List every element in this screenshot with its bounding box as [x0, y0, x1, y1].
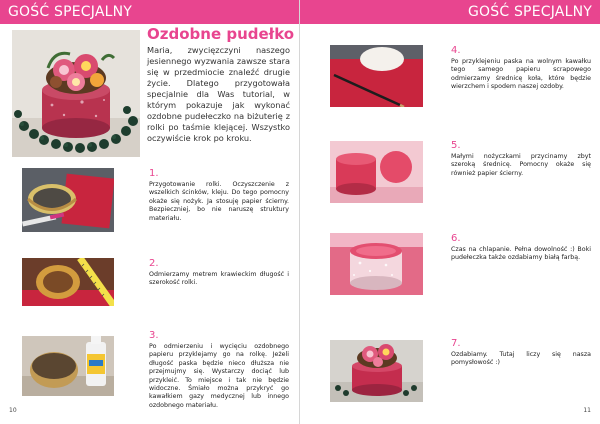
header-banner: [300, 0, 600, 24]
step-7-photo: [330, 340, 423, 402]
step-1-text: Przygotowanie rolki. Oczyszczenie z wszelkich ścinków, kleju. Do tego pomocny okaże się nożyk. Ja stosuję papier ścierny. Bezpieczniej, bo nie naruszę struktury materiału.: [149, 181, 289, 222]
intro-paragraph: Maria, zwycięzczyni naszego jesiennego wyzwania zawsze stara się w przedmiocie znaleźć drugie życie. Dlatego przygotowała specjalnie dla Was tutorial, w którym pokazuje jak wykonać ozdobne pudełeczko na biżuterię z rolki po taśmie klejącej. Wszystko oczywiście krok po kroku.: [147, 45, 290, 143]
step-6-number: 6.: [451, 233, 461, 244]
section-header: GOŚĆ SPECJALNY: [8, 4, 133, 20]
left-page: [0, 0, 299, 424]
step-6-text: Czas na chlapanie. Pełna dowolność :) Boki pudełeczka także ozdabiamy białą farbą.: [451, 246, 591, 262]
step-2-text: Odmierzamy metrem krawieckim długość i szerokość rolki.: [149, 271, 289, 287]
step-2-number: 2.: [149, 258, 159, 269]
right-page: [300, 0, 600, 424]
step-5-photo: [330, 141, 423, 203]
article-title: Ozdobne pudełko: [147, 25, 295, 43]
step-5-number: 5.: [451, 140, 461, 151]
step-2-photo: [22, 258, 114, 306]
page-number-right: 11: [583, 407, 591, 414]
step-4-photo: [330, 45, 423, 107]
step-6-photo: [330, 233, 423, 295]
step-4-text: Po przyklejeniu paska na wolnym kawałku tego samego papieru scrapowego odmierzamy średnicę koła, które będzie wierzchem i spodem naszej ozdoby.: [451, 58, 591, 91]
step-7-number: 7.: [451, 338, 461, 349]
hero-photo-finished-box: [12, 30, 140, 157]
page-number-left: 10: [9, 407, 17, 414]
step-3-number: 3.: [149, 330, 159, 341]
step-1-number: 1.: [149, 168, 159, 179]
step-4-number: 4.: [451, 45, 461, 56]
section-header: GOŚĆ SPECJALNY: [467, 4, 592, 20]
step-3-text: Po odmierzeniu i wycięciu ozdobnego papieru przyklejamy go na rolkę. Jeżeli długość paska będzie nieco dłuższa nie przejmujmy się. Wystarczy dociąć lub przykleić. To miejsce i tak nie będzie widoczne. Śmiało można przykryć go kawałkiem gazy medycznej lub innego ozdobnego materiału.: [149, 343, 289, 409]
header-banner: [0, 0, 299, 24]
step-7-text: Ozdabiamy. Tutaj liczy się nasza pomysłowość :): [451, 351, 591, 367]
step-1-photo: [22, 168, 114, 232]
step-5-text: Małymi nożyczkami przycinamy zbyt szeroką średnicę. Pomocny okaże się również papier ścierny.: [451, 153, 591, 177]
step-3-photo: [22, 336, 114, 396]
